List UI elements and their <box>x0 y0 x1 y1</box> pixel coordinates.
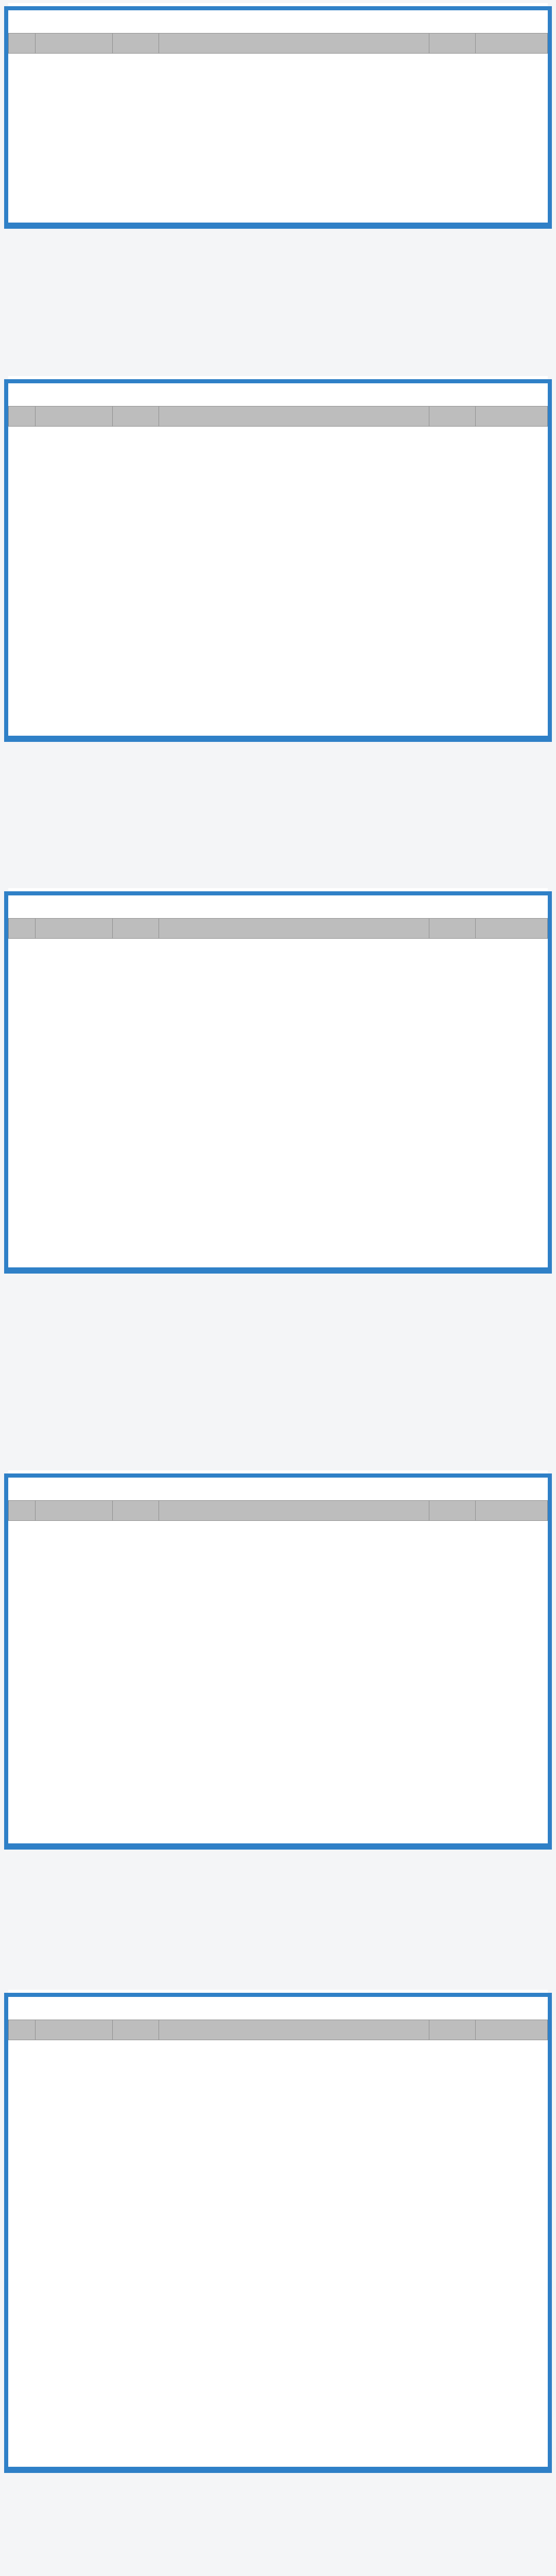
header-address <box>159 919 429 939</box>
header-district <box>113 33 159 54</box>
header-address <box>159 2020 429 2040</box>
header-contact <box>429 919 476 939</box>
section-panel <box>8 383 548 736</box>
section-top-stripe <box>8 888 548 891</box>
header-index <box>9 1501 36 1521</box>
header-contact <box>429 406 476 427</box>
header-index <box>9 406 36 427</box>
header-index <box>9 2020 36 2040</box>
header-district <box>113 1501 159 1521</box>
header-contact <box>429 1501 476 1521</box>
store-table <box>8 33 548 54</box>
store-section-1 <box>4 6 552 229</box>
store-section-5 <box>4 1993 552 2473</box>
table-header-row <box>9 1501 548 1521</box>
store-section-4 <box>4 1473 552 1850</box>
header-contact <box>429 2020 476 2040</box>
header-store-name <box>36 33 113 54</box>
store-table <box>8 918 548 939</box>
store-table <box>8 2020 548 2040</box>
store-table <box>8 406 548 427</box>
section-top-stripe <box>8 1990 548 1993</box>
section-panel <box>8 10 548 223</box>
header-index <box>9 33 36 54</box>
table-header-row <box>9 919 548 939</box>
store-table <box>8 1500 548 1521</box>
header-phone <box>476 1501 548 1521</box>
header-address <box>159 1501 429 1521</box>
store-section-2 <box>4 379 552 742</box>
header-address <box>159 406 429 427</box>
header-phone <box>476 919 548 939</box>
section-panel <box>8 1997 548 2467</box>
header-district <box>113 2020 159 2040</box>
header-store-name <box>36 919 113 939</box>
section-title <box>8 1997 548 2020</box>
store-section-3 <box>4 891 552 1274</box>
section-top-stripe <box>8 1470 548 1473</box>
header-district <box>113 406 159 427</box>
table-header-row <box>9 406 548 427</box>
section-title <box>8 383 548 406</box>
header-address <box>159 33 429 54</box>
table-header-row <box>9 33 548 54</box>
header-phone <box>476 33 548 54</box>
section-panel <box>8 1478 548 1843</box>
section-title <box>8 10 548 33</box>
header-store-name <box>36 2020 113 2040</box>
header-index <box>9 919 36 939</box>
section-title <box>8 895 548 918</box>
header-store-name <box>36 1501 113 1521</box>
section-panel <box>8 895 548 1267</box>
section-top-stripe <box>8 376 548 379</box>
header-contact <box>429 33 476 54</box>
header-phone <box>476 2020 548 2040</box>
table-header-row <box>9 2020 548 2040</box>
header-phone <box>476 406 548 427</box>
header-district <box>113 919 159 939</box>
section-title <box>8 1478 548 1500</box>
header-store-name <box>36 406 113 427</box>
section-top-stripe <box>8 3 548 6</box>
